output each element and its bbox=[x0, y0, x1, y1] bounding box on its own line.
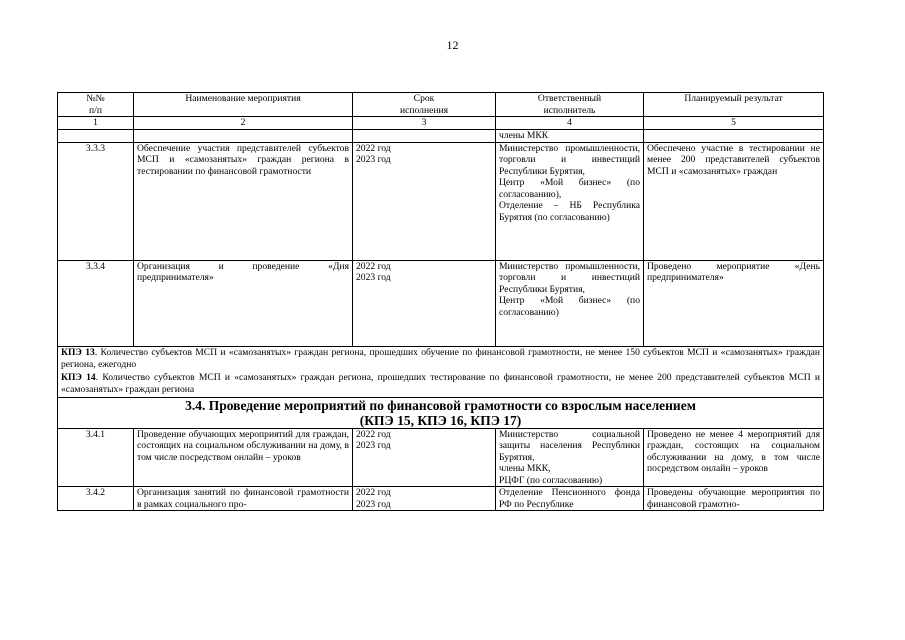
measure-term: 2022 год 2023 год bbox=[353, 487, 496, 511]
header-term: Срок исполнения bbox=[353, 93, 496, 117]
measure-name: Проведение обучающих мероприятий для граждан, состоящих на социальном обслуживании на дому, в том числе посредством онлайн – уроков bbox=[134, 428, 353, 487]
measure-result: Проведены обучающие мероприятия по финансовой грамотно- bbox=[644, 487, 824, 511]
col-number: 4 bbox=[496, 117, 644, 130]
table-row bbox=[58, 487, 824, 511]
measure-executor: Министерство промышленности, торговли и инвестиций Республики Бурятия, Центр «Мой бизнес» (по согласованию) bbox=[496, 260, 644, 346]
measure-result: Проведено мероприятие «День предпринимателя» bbox=[644, 260, 824, 346]
kpe-item: КПЭ 13. Количество субъектов МСП и «самозанятых» граждан региона, прошедших обучение по финансовой грамотности, не менее 150 субъектов МСП и «самозанятых» граждан региона, ежегодно bbox=[61, 346, 820, 370]
table-header-row bbox=[58, 93, 824, 117]
header-name: Наименование мероприятия bbox=[134, 93, 353, 117]
measure-term: 2022 год 2023 год bbox=[353, 260, 496, 346]
col-number: 5 bbox=[644, 117, 824, 130]
measure-executor: Министерство социальной защиты населения Республики Бурятия, члены МКК, РЦФГ (по согласованию) bbox=[496, 428, 644, 487]
header-result: Планируемый результат bbox=[644, 93, 824, 117]
table-row bbox=[58, 142, 824, 260]
section-heading-row bbox=[58, 397, 824, 428]
kpe-item: КПЭ 14. Количество субъектов МСП и «самозанятых» граждан региона, прошедших тестирование по финансовой грамотности, не менее 200 представителей субъектов МСП и «самозанятых» граждан региона bbox=[61, 371, 820, 395]
measure-term: 2022 год 2023 год bbox=[353, 142, 496, 260]
measure-result: Обеспечено участие в тестировании не менее 200 представителей субъектов МСП и «самозанятых» граждан bbox=[644, 142, 824, 260]
kpe-block bbox=[58, 346, 824, 397]
row-number: 3.3.4 bbox=[58, 260, 134, 346]
measure-name: Организация занятий по финансовой грамотности в рамках социального про- bbox=[134, 487, 353, 511]
row-number: 3.4.1 bbox=[58, 428, 134, 487]
row-number: 3.3.3 bbox=[58, 142, 134, 260]
col-number: 2 bbox=[134, 117, 353, 130]
header-num: №№ п/п bbox=[58, 93, 134, 117]
carry-over-text: члены МКК bbox=[496, 130, 644, 143]
header-executor: Ответственный исполнитель bbox=[496, 93, 644, 117]
measure-executor: Отделение Пенсионного фонда РФ по Республике bbox=[496, 487, 644, 511]
col-number: 1 bbox=[58, 117, 134, 130]
table-row bbox=[58, 130, 824, 143]
column-numbers-row bbox=[58, 117, 824, 130]
measure-executor: Министерство промышленности, торговли и инвестиций Республики Бурятия, Центр «Мой бизнес» (по согласованию), Отделение – НБ Республика Бурятия (по согласованию) bbox=[496, 142, 644, 260]
measure-result: Проведено не менее 4 мероприятий для граждан, состоящих на социальном обслуживании на дому, в том числе посредством онлайн – уроков bbox=[644, 428, 824, 487]
measure-term: 2022 год 2023 год bbox=[353, 428, 496, 487]
plan-table bbox=[57, 92, 824, 511]
page-number: 12 bbox=[446, 38, 459, 52]
table-row bbox=[58, 260, 824, 346]
measure-name: Обеспечение участия представителей субъектов МСП и «самозанятых» граждан региона в тестировании по финансовой грамотности bbox=[134, 142, 353, 260]
col-number: 3 bbox=[353, 117, 496, 130]
section-heading: 3.4. Проведение мероприятий по финансовой грамотности со взрослым населением (КПЭ 15, КПЭ 16, КПЭ 17) bbox=[58, 397, 824, 428]
table-row bbox=[58, 428, 824, 487]
kpe-row bbox=[58, 346, 824, 397]
measure-name: Организация и проведение «Дня предпринимателя» bbox=[134, 260, 353, 346]
row-number: 3.4.2 bbox=[58, 487, 134, 511]
